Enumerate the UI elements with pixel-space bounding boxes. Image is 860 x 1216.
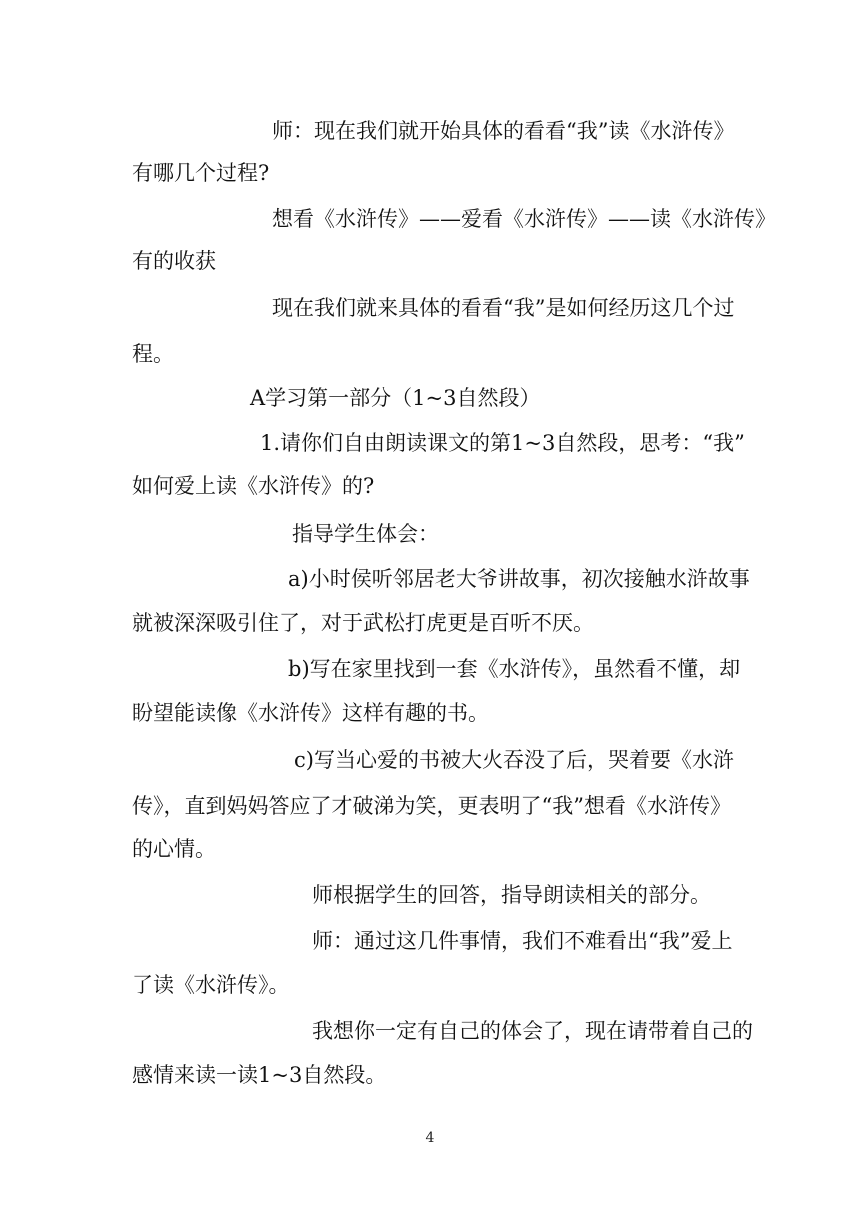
text-line-21: 我想你一定有自己的体会了，现在请带着自己的 <box>312 1019 753 1043</box>
section-heading: A学习第一部分（1~3自然段） <box>250 386 541 410</box>
text-line-5: 现在我们就来具体的看看“我”是如何经历这几个过 <box>272 296 735 320</box>
text-line-13: b)写在家里找到一套《水浒传》，虽然看不懂，却 <box>288 657 741 681</box>
text-line-8: 1.请你们自由朗读课文的第1~3自然段，思考：“我” <box>260 431 745 455</box>
text-line-6: 程。 <box>132 342 174 366</box>
text-line-15: c)写当心爱的书被大火吞没了后，哭着要《水浒 <box>294 748 734 772</box>
text-line-14: 盼望能读像《水浒传》这样有趣的书。 <box>132 701 489 725</box>
text-line-16: 传》，直到妈妈答应了才破涕为笑，更表明了“我”想看《水浒传》 <box>132 794 731 818</box>
text-line-3: 想看《水浒传》——爱看《水浒传》——读《水浒传》 <box>272 207 776 231</box>
text-line-4: 有的收获 <box>132 249 216 273</box>
text-line-17: 的心情。 <box>132 837 216 861</box>
text-line-19: 师：通过这几件事情，我们不难看出“我”爱上 <box>312 929 733 953</box>
text-line-22: 感情来读一读1~3自然段。 <box>132 1063 387 1087</box>
text-line-18: 师根据学生的回答，指导朗读相关的部分。 <box>312 883 711 907</box>
text-line-2: 有哪几个过程? <box>132 161 270 185</box>
text-line-12: 就被深深吸引住了，对于武松打虎更是百听不厌。 <box>132 611 594 635</box>
page-number: 4 <box>425 1130 435 1146</box>
text-line-10: 指导学生体会： <box>292 522 439 546</box>
text-line-11: a)小时侯听邻居老大爷讲故事，初次接触水浒故事 <box>288 567 750 591</box>
text-line-9: 如何爱上读《水浒传》的? <box>132 474 375 498</box>
text-line-1: 师：现在我们就开始具体的看看“我”读《水浒传》 <box>272 119 735 143</box>
text-line-20: 了读《水浒传》。 <box>132 973 290 997</box>
